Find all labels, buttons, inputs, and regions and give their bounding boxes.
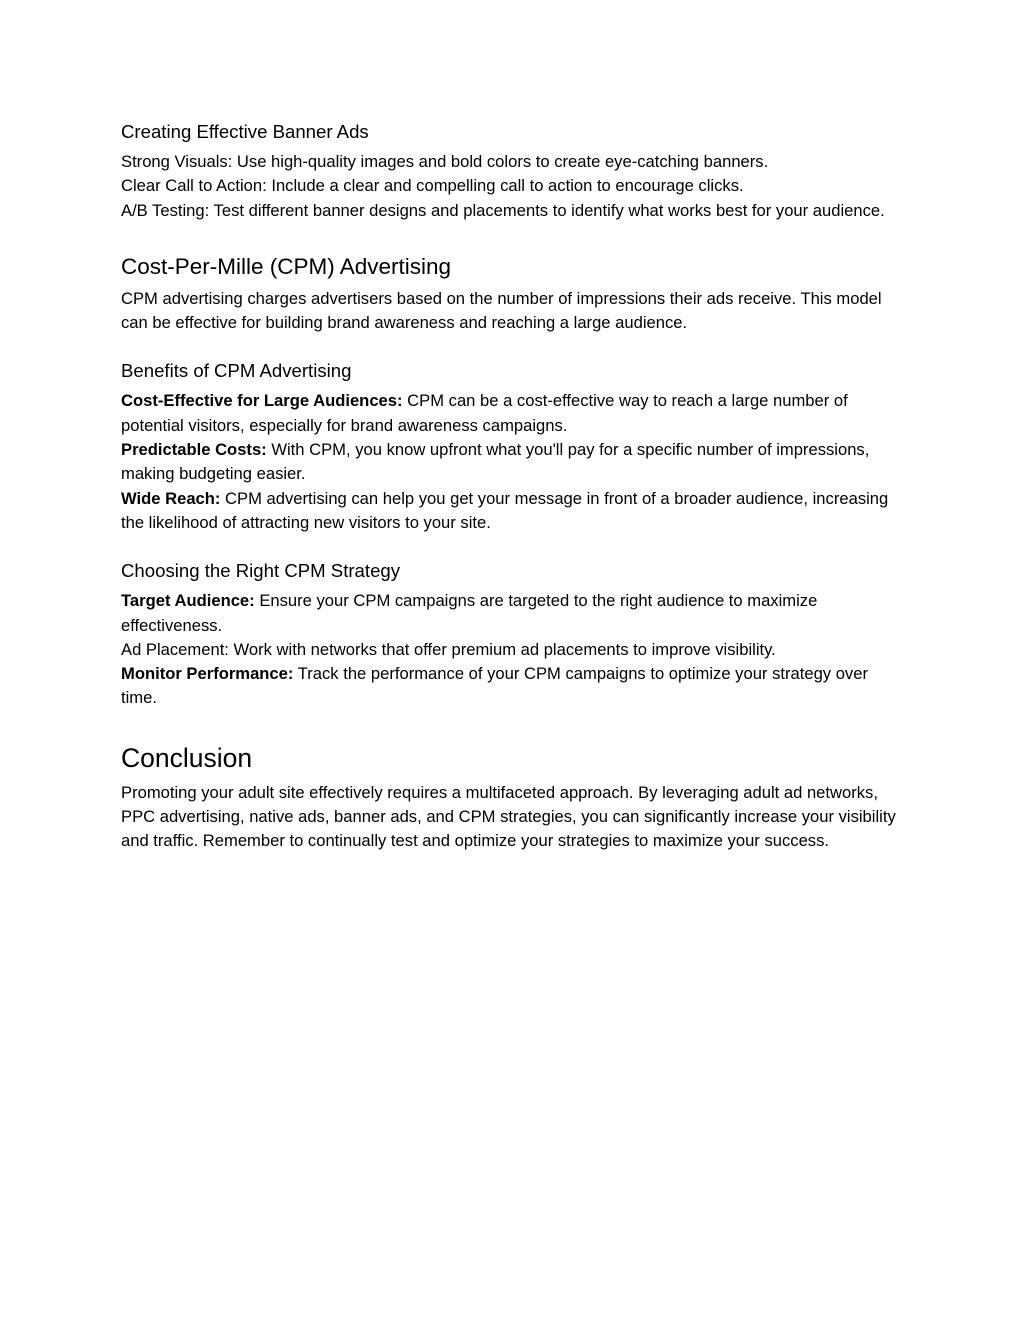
item-text: A/B Testing: Test different banner designs and placements to identify what works best for your audience. <box>121 200 885 220</box>
item-label: Wide Reach: <box>121 488 221 508</box>
banner-ads-heading: Creating Effective Banner Ads <box>121 121 369 142</box>
item-text: Clear Call to Action: Include a clear and compelling call to action to encourage clicks. <box>121 176 744 196</box>
list-item <box>121 199 906 223</box>
item-text: With CPM, you know upfront what you'll pay for a specific number of impressions, making budgeting easier. <box>121 440 870 484</box>
item-text: Ad Placement: Work with networks that offer premium ad placements to improve visibility. <box>121 639 776 659</box>
list-item <box>121 438 906 487</box>
list-item <box>121 174 906 198</box>
conclusion-paragraph: Promoting your adult site effectively requires a multifaceted approach. By leveraging adult ad networks, PPC advertising, native ads, banner ads, and CPM strategies, you can significantly increase your visibility and traffic. Remember to continually test and optimize your strategies to maximize your success. <box>121 782 896 851</box>
list-item <box>121 589 906 638</box>
strategy-heading: Choosing the Right CPM Strategy <box>121 560 401 582</box>
item-label: Cost-Effective for Large Audiences: <box>121 391 403 411</box>
list-item <box>121 150 906 174</box>
item-label: Monitor Performance: <box>121 664 294 684</box>
item-label: Target Audience: <box>121 591 255 611</box>
list-item <box>121 389 906 438</box>
item-text: CPM can be a cost-effective way to reach a large number of potential visitors, especially for brand awareness campaigns. <box>121 391 848 435</box>
list-item <box>121 638 906 662</box>
banner-ads-list <box>121 150 906 223</box>
benefits-list <box>121 389 906 535</box>
list-item <box>121 662 906 711</box>
list-item <box>121 487 906 536</box>
strategy-list <box>121 589 906 710</box>
item-text: CPM advertising can help you get your message in front of a broader audience, increasing the likelihood of attracting new visitors to your site. <box>121 488 889 532</box>
cpm-heading: Cost-Per-Mille (CPM) Advertising <box>121 253 452 279</box>
item-text: Ensure your CPM campaigns are targeted to the right audience to maximize effectiveness. <box>121 591 818 635</box>
item-label: Predictable Costs: <box>121 440 267 460</box>
item-text: Strong Visuals: Use high-quality images and bold colors to create eye-catching banners. <box>121 152 769 171</box>
document-page <box>121 118 906 854</box>
benefits-heading: Benefits of CPM Advertising <box>121 360 352 382</box>
conclusion-heading: Conclusion <box>121 742 253 773</box>
cpm-paragraph: CPM advertising charges advertisers based on the number of impressions their ads receive. This model can be effective for building brand awareness and reaching a large audience. <box>121 288 882 333</box>
item-text: Track the performance of your CPM campaigns to optimize your strategy over time. <box>121 664 868 708</box>
